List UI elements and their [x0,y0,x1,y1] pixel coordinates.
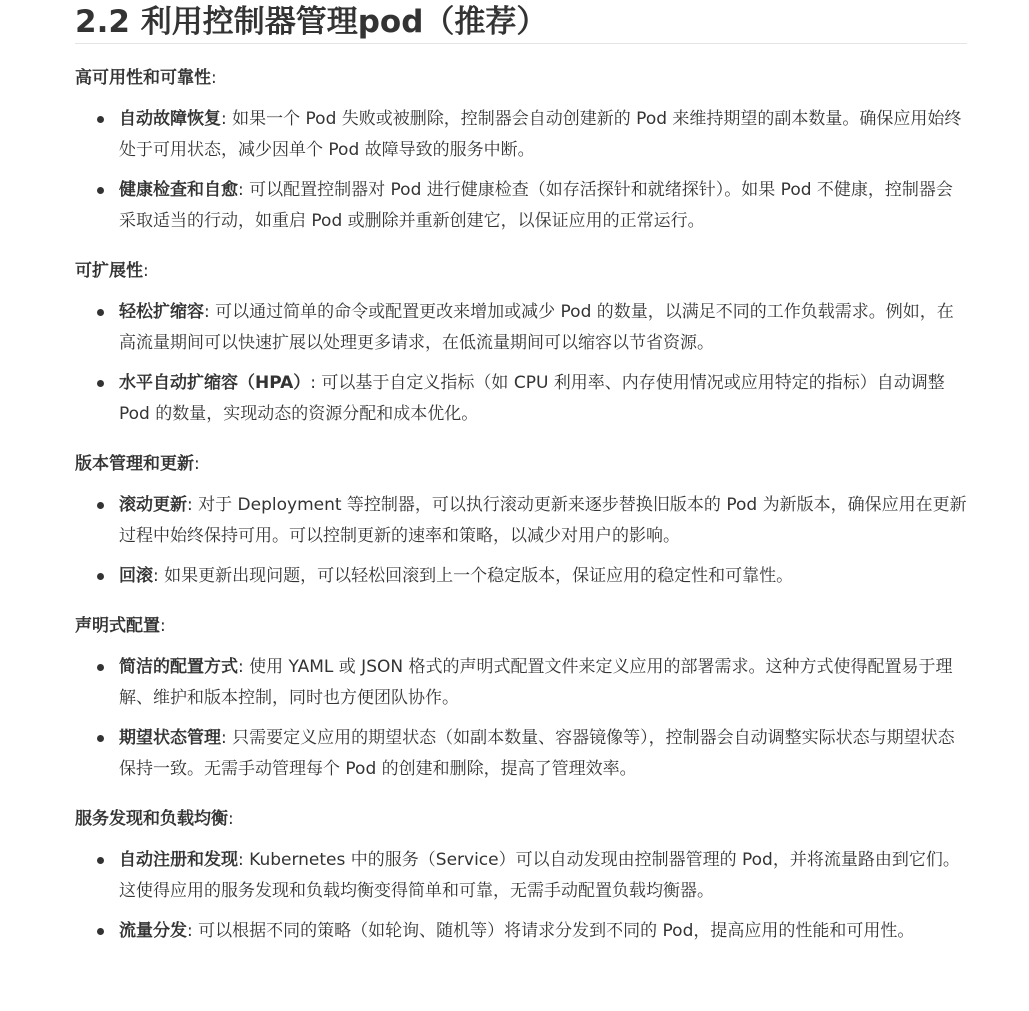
bullet-icon [97,573,104,580]
section-heading [75,259,967,283]
list-item [75,845,967,907]
item-colon: : [310,373,317,393]
item-colon: : [221,109,227,129]
bullet-icon [97,187,104,194]
bullet-icon [97,502,104,509]
bullet-icon [97,735,104,742]
item-term: 流量分发 [119,921,187,941]
item-colon: : [187,495,193,515]
item-colon: : [204,302,210,322]
section-heading-colon: : [211,68,217,88]
list-item [75,723,967,785]
list-item [75,368,967,430]
section-heading-colon: : [160,616,166,636]
section-heading-text: 声明式配置 [75,616,160,636]
section-heading [75,66,967,90]
item-term: 自动注册和发现 [119,850,238,870]
list-item [75,652,967,714]
item-text: 可以通过简单的命令或配置更改来增加或减少 Pod 的数量，以满足不同的工作负载需求。例如，在高流量期间可以快速扩展以处理更多请求，在低流量期间可以缩容以节省资源。 [119,302,954,353]
section-heading [75,614,967,638]
section-service-discovery [75,807,967,947]
section-heading-text: 可扩展性 [75,261,143,281]
item-colon: : [238,180,244,200]
item-text: Kubernetes 中的服务（Service）可以自动发现由控制器管理的 Pod，并将流量路由到它们。这使得应用的服务发现和负载均衡变得简单和可靠，无需手动配置负载均衡器。 [119,850,960,901]
item-text: 使用 YAML 或 JSON 格式的声明式配置文件来定义应用的部署需求。这种方式使得配置易于理解、维护和版本控制，同时也方便团队协作。 [119,657,953,708]
section-heading-text: 高可用性和可靠性 [75,68,211,88]
bullet-icon [97,380,104,387]
bullet-list [75,297,967,430]
section-heading-colon: : [228,809,234,829]
item-text: 可以配置控制器对 Pod 进行健康检查（如存活探针和就绪探针）。如果 Pod 不健康，控制器会采取适当的行动，如重启 Pod 或删除并重新创建它，以保证应用的正常运行。 [119,180,953,231]
section-version-management [75,452,967,592]
section-heading-text: 版本管理和更新 [75,454,194,474]
item-term: 简洁的配置方式 [119,657,238,677]
item-colon: : [238,850,244,870]
item-term: 滚动更新 [119,495,187,515]
section-heading-text: 服务发现和负载均衡 [75,809,228,829]
item-colon: : [153,566,159,586]
item-text: 如果一个 Pod 失败或被删除，控制器会自动创建新的 Pod 来维持期望的副本数量。确保应用始终处于可用状态，减少因单个 Pod 故障导致的服务中断。 [119,109,962,160]
list-item [75,561,967,592]
bullet-icon [97,664,104,671]
item-text: 对于 Deployment 等控制器，可以执行滚动更新来逐步替换旧版本的 Pod 为新版本，确保应用在更新过程中始终保持可用。可以控制更新的速率和策略，以减少对用户的影响。 [119,495,967,546]
list-item [75,175,967,237]
section-high-availability [75,66,967,237]
bullet-list [75,490,967,592]
section-heading-colon: : [194,454,200,474]
list-item [75,490,967,552]
section-heading-colon: : [143,261,149,281]
bullet-icon [97,857,104,864]
bullet-list [75,652,967,785]
section-heading [75,452,967,476]
item-term: 自动故障恢复 [119,109,221,129]
item-colon: : [187,921,193,941]
item-colon: : [221,728,227,748]
list-item [75,104,967,166]
section-scalability [75,259,967,430]
section-declarative-config [75,614,967,785]
bullet-icon [97,309,104,316]
bullet-icon [97,116,104,123]
bullet-list [75,845,967,947]
bullet-icon [97,928,104,935]
page-title: 2.2 利用控制器管理pod（推荐） [75,0,967,44]
item-text: 可以基于自定义指标（如 CPU 利用率、内存使用情况或应用特定的指标）自动调整 Pod 的数量，实现动态的资源分配和成本优化。 [119,373,945,424]
item-term: 回滚 [119,566,153,586]
item-term: 轻松扩缩容 [119,302,204,322]
list-item [75,297,967,359]
item-term: 健康检查和自愈 [119,180,238,200]
bullet-list [75,104,967,237]
section-heading [75,807,967,831]
item-text: 如果更新出现问题，可以轻松回滚到上一个稳定版本，保证应用的稳定性和可靠性。 [158,566,794,586]
item-colon: : [238,657,244,677]
item-term: 期望状态管理 [119,728,221,748]
item-text: 只需要定义应用的期望状态（如副本数量、容器镜像等），控制器会自动调整实际状态与期望状态保持一致。无需手动管理每个 Pod 的创建和删除，提高了管理效率。 [119,728,955,779]
item-text: 可以根据不同的策略（如轮询、随机等）将请求分发到不同的 Pod，提高应用的性能和可用性。 [192,921,915,941]
list-item [75,916,967,947]
item-term: 水平自动扩缩容（HPA） [119,373,311,393]
